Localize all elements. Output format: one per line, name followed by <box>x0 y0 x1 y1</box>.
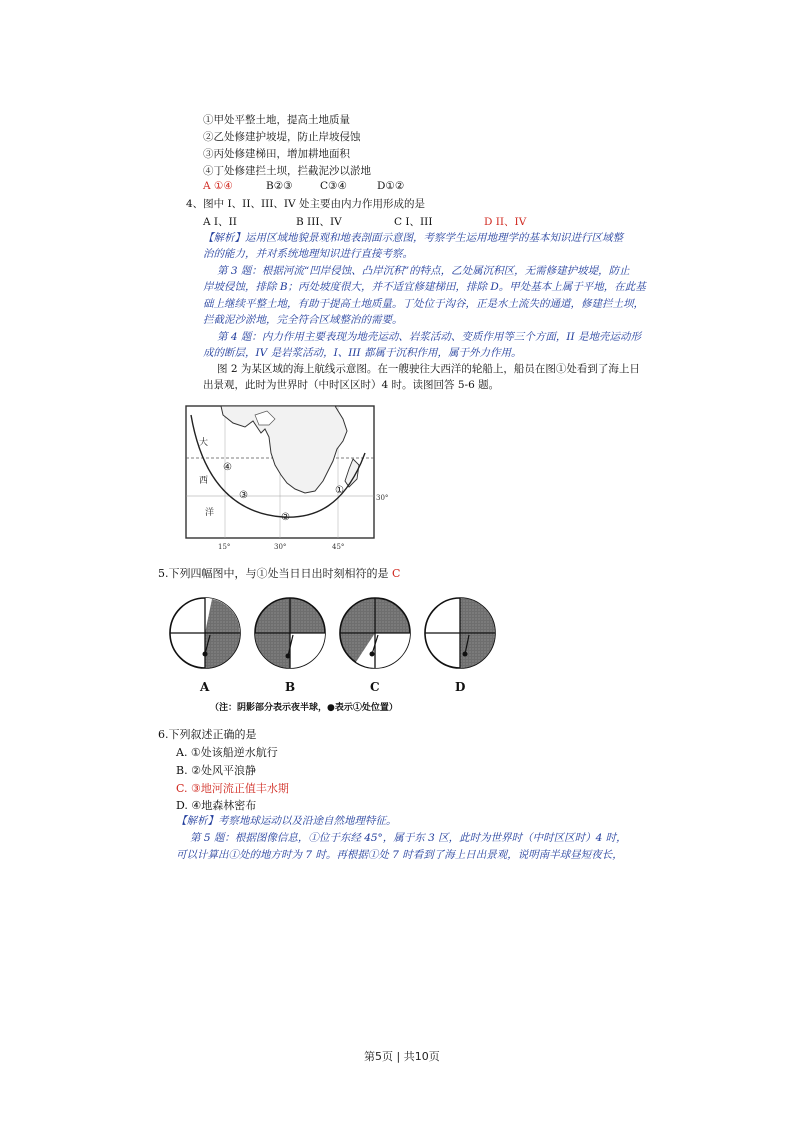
q5-stem-row <box>158 565 400 581</box>
diagram-b <box>255 598 325 668</box>
q3-choice-d: D①② <box>377 180 405 192</box>
ocean-char-3: 洋 <box>205 508 215 518</box>
diagram-letter-a: A <box>200 680 210 694</box>
analysis-line: 【解析】运用区域地貌景观和地表剖面示意图，考察学生运用地理学的基本知识进行区域整 <box>203 232 623 244</box>
diagram-letter-d: D <box>455 680 466 694</box>
diagram-letter-c: C <box>370 680 380 694</box>
q3-option-1: ①甲处平整土地，提高土地质量 <box>203 114 350 126</box>
analysis-line: 可以计算出①处的地方时为 7 时。再根据①处 7 时看到了海上日出景观，说明南半球昼短夜长， <box>176 849 623 861</box>
analysis-line: 第 4 题：内力作用主要表现为地壳运动、岩浆活动、变质作用等三个方面，II 是地壳运动形 <box>217 331 641 343</box>
point-2: ② <box>281 512 290 523</box>
diagram-d <box>425 598 495 668</box>
q3-choice-a: A ①④ <box>203 180 233 192</box>
diagram-c <box>340 598 410 668</box>
analysis-line: 第 5 题：根据图像信息，①位于东经 45°，属于东 3 区，此时为世界时（中时区区时）4 时， <box>190 832 627 844</box>
q6-option-b: B. ②处风平浪静 <box>176 764 256 777</box>
diagram-letter-b: B <box>285 680 296 694</box>
q3-option-3: ③丙处修建梯田，增加耕地面积 <box>203 148 350 160</box>
intro-line-2: 出景观，此时为世界时（中时区区时）4 时。读图回答 5-6 题。 <box>203 379 500 391</box>
q3-option-4: ④丁处修建拦土坝，拦截泥沙以淤地 <box>203 165 371 177</box>
q4-choice-b: B III、IV <box>296 216 342 228</box>
q4-choice-c: C I、III <box>394 216 433 228</box>
point-1: ① <box>335 485 344 496</box>
analysis-line: 拦截泥沙淤地，完全符合区域整治的需要。 <box>203 314 403 326</box>
q6-option-a: A. ①处该船逆水航行 <box>176 746 278 759</box>
q5-stem: 5.下列四幅图中，与①处当日日出时刻相符的是 <box>158 567 389 580</box>
q5-answer: C <box>392 567 401 580</box>
lon-label-45: 45° <box>332 543 345 551</box>
analysis-line: 础上继续平整土地，有助于提高土地质量。丁处位于沟谷，正是水土流失的通道，修建拦土坝， <box>203 298 644 310</box>
q4-stem: 4、图中 I、II、III、IV 处主要由内力作用形成的是 <box>186 198 425 210</box>
lat-label: 30° <box>376 494 389 502</box>
analysis-line: 第 3 题：根据河流“凹岸侵蚀、凸岸沉积”的特点，乙处属沉积区，无需修建护坡堤，防止 <box>217 265 630 277</box>
analysis-line: 成的断层，IV 是岩浆活动，I、III 都属于沉积作用，属于外力作用。 <box>203 347 522 359</box>
point-4: ④ <box>223 462 232 473</box>
lon-label-15: 15° <box>218 543 231 551</box>
q4-choice-d: D II、IV <box>484 216 527 228</box>
diagram-note: （注：阴影部分表示夜半球，●表示①处位置） <box>210 703 398 713</box>
q3-choice-c: C③④ <box>320 180 347 192</box>
q6-stem: 6.下列叙述正确的是 <box>158 728 257 741</box>
diagram-a <box>170 598 240 668</box>
q6-option-c: C. ③地河流正值丰水期 <box>176 782 289 795</box>
sunrise-diagrams <box>160 588 510 718</box>
q3-choice-b: B②③ <box>266 180 293 192</box>
analysis-line: 【解析】考察地球运动以及沿途自然地理特征。 <box>176 815 397 827</box>
analysis-line: 治的能力，并对系统地理知识进行直接考察。 <box>203 248 413 260</box>
lon-label-30: 30° <box>274 543 287 551</box>
page-footer: 第5页 | 共10页 <box>364 1050 440 1063</box>
q4-choice-a: A I、II <box>203 216 237 228</box>
intro-line-1: 图 2 为某区域的海上航线示意图。在一艘驶往大西洋的轮船上，船员在图①处看到了海上日 <box>217 363 640 375</box>
analysis-line: 岸坡侵蚀，排除 B；丙处坡度很大，并不适宜修建梯田，排除 D。甲处基本上属于平地，在此基 <box>203 281 646 293</box>
point-3: ③ <box>239 490 248 501</box>
q6-option-d: D. ④地森林密布 <box>176 799 257 812</box>
route-map <box>183 403 389 553</box>
ocean-char-1: 大 <box>199 438 209 448</box>
q3-option-2: ②乙处修建护坡堤，防止岸坡侵蚀 <box>203 131 361 143</box>
ocean-char-2: 西 <box>199 476 209 486</box>
